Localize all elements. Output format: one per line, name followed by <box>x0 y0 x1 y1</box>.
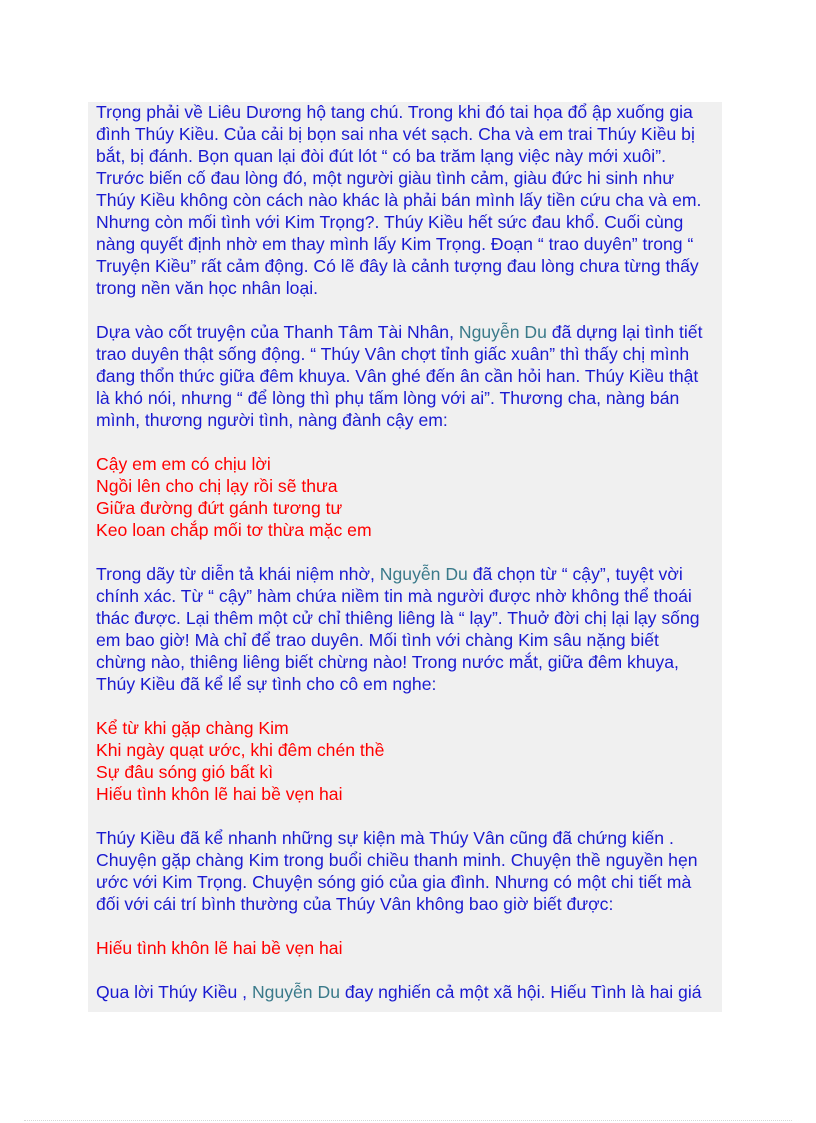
poem-line: Giữa đường đứt gánh tương tư <box>96 498 343 518</box>
paragraph-1 <box>96 101 736 299</box>
text-line: thác được. Lại thêm một cử chỉ thiêng liêng là “ lạy”. Thuở đời chị lại lạy sống <box>96 608 700 628</box>
poem-line: Cậy em em có chịu lời <box>96 454 271 474</box>
poem-stanza-3 <box>96 937 736 959</box>
poem-line: Hiếu tình khôn lẽ hai bề vẹn hai <box>96 784 343 804</box>
poem-line: Khi ngày quạt ước, khi đêm chén thề <box>96 740 385 760</box>
text-line: Chuyện gặp chàng Kim trong buổi chiều thanh minh. Chuyện thề nguyền hẹn <box>96 850 698 870</box>
text-line <box>96 981 736 1003</box>
author-name: Nguyễn Du <box>251 982 340 1002</box>
article-body <box>96 101 736 1025</box>
text-line: Trọng phải về Liêu Dương hộ tang chú. Trong khi đó tai họa đổ ập xuống gia <box>96 102 693 122</box>
author-name: Nguyễn Du <box>379 564 468 584</box>
text-fragment: đã dựng lại tình tiết <box>546 322 703 342</box>
text-line: Truyện Kiều” rất cảm động. Có lẽ đây là cảnh tượng đau lòng chưa từng thấy <box>96 256 699 276</box>
poem-line: Ngồi lên cho chị lạy rồi sẽ thưa <box>96 476 338 496</box>
text-fragment: đay nghiến cả một xã hội. Hiếu Tình là hai giá <box>339 982 702 1002</box>
paragraph-4 <box>96 827 736 915</box>
text-line: em bao giờ! Mà chỉ để trao duyên. Mối tình với chàng Kim sâu nặng biết <box>96 630 659 650</box>
text-line: trao duyên thật sống động. “ Thúy Vân chợt tỉnh giấc xuân” thì thấy chị mình <box>96 344 690 364</box>
text-line: đang thổn thức giữa đêm khuya. Vân ghé đến ân cần hỏi han. Thúy Kiều thật <box>96 366 699 386</box>
text-line <box>96 321 736 343</box>
text-fragment: Dựa vào cốt truyện của Thanh Tâm Tài Nhân, <box>96 322 459 342</box>
text-line: Thúy Kiều đã kể lể sự tình cho cô em nghe: <box>96 674 437 694</box>
text-fragment: Trong dãy từ diễn tả khái niệm nhờ, <box>96 564 380 584</box>
poem-stanza-1 <box>96 453 736 541</box>
paragraph-2 <box>96 321 736 431</box>
text-line: trong nền văn học nhân loại. <box>96 278 319 298</box>
text-line <box>96 563 736 585</box>
text-line: ước với Kim Trọng. Chuyện sóng gió của gia đình. Nhưng có một chi tiết mà <box>96 872 692 892</box>
text-line: nàng quyết định nhờ em thay mình lấy Kim Trọng. Đoạn “ trao duyên” trong “ <box>96 234 694 254</box>
poem-line: Keo loan chắp mối tơ thừa mặc em <box>96 520 372 540</box>
paragraph-5 <box>96 981 736 1003</box>
text-line: đối với cái trí bình thường của Thúy Vân không bao giờ biết được: <box>96 894 614 914</box>
poem-line: Sự đâu sóng gió bất kì <box>96 762 274 782</box>
poem-line: Hiếu tình khôn lẽ hai bề vẹn hai <box>96 938 343 958</box>
footer-dotted-rule <box>24 1120 792 1121</box>
text-fragment: Qua lời Thúy Kiều , <box>96 982 252 1002</box>
author-name: Nguyễn Du <box>458 322 547 342</box>
paragraph-3 <box>96 563 736 695</box>
text-line: chính xác. Từ “ cậy” hàm chứa niềm tin mà người được nhờ không thể thoái <box>96 586 692 606</box>
text-fragment: đã chọn từ “ cậy”, tuyệt vời <box>467 564 683 584</box>
text-line: bắt, bị đánh. Bọn quan lại đòi đút lót “ có ba trăm lạng việc này mới xuôi”. <box>96 146 666 166</box>
text-line: là khó nói, nhưng “ để lòng thì phụ tấm lòng với ai”. Thương cha, nàng bán <box>96 388 680 408</box>
poem-stanza-2 <box>96 717 736 805</box>
text-line: chừng nào, thiêng liêng biết chừng nào! Trong nước mắt, giữa đêm khuya, <box>96 652 679 672</box>
poem-line: Kể từ khi gặp chàng Kim <box>96 718 289 738</box>
text-line: đình Thúy Kiều. Của cải bị bọn sai nha vét sạch. Cha và em trai Thúy Kiều bị <box>96 124 695 144</box>
text-line: Trước biến cố đau lòng đó, một người giàu tình cảm, giàu đức hi sinh như <box>96 168 675 188</box>
text-line: Thúy Kiều không còn cách nào khác là phải bán mình lấy tiền cứu cha và em. <box>96 190 702 210</box>
text-line: Nhưng còn mối tình với Kim Trọng?. Thúy Kiều hết sức đau khổ. Cuối cùng <box>96 212 684 232</box>
text-line: mình, thương người tình, nàng đành cậy em: <box>96 410 448 430</box>
text-line: Thúy Kiều đã kể nhanh những sự kiện mà Thúy Vân cũng đã chứng kiến . <box>96 828 674 848</box>
